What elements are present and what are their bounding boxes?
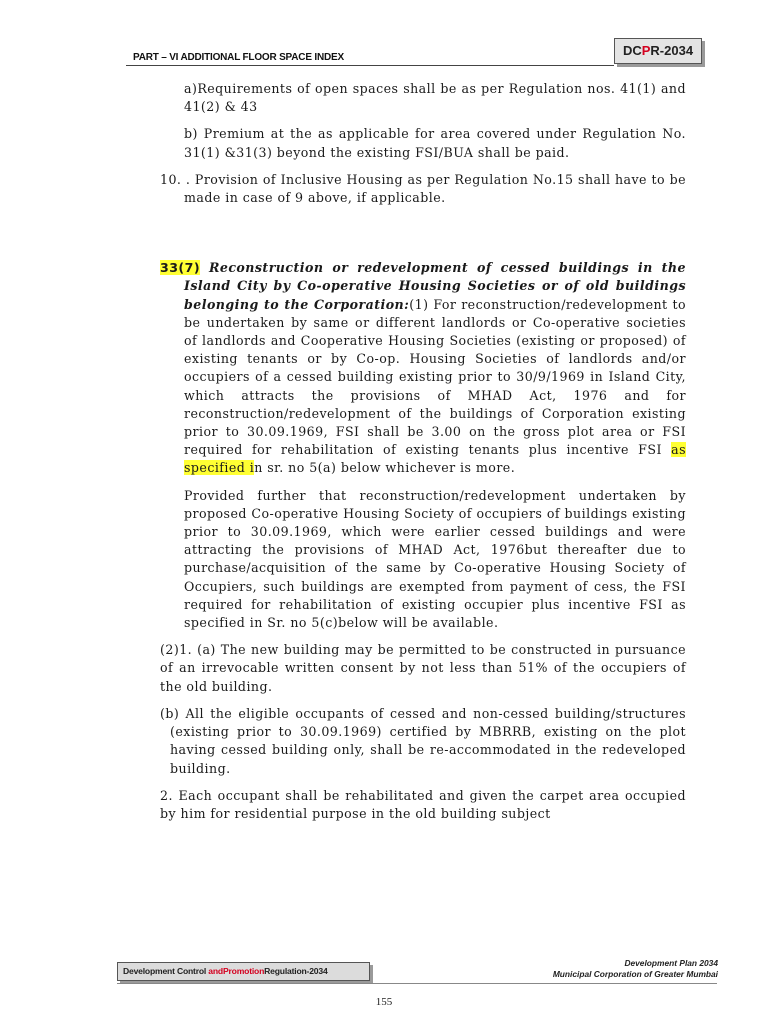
para-b: (b) All the eligible occupants of cessed and non-cessed building/structures (existing prior to 30.09.1969) certified by MBRRB, existing on the plot having cessed building only, shall be re-accommodated in the redeveloped building. — [160, 705, 686, 776]
section-text-1: (1) For reconstruction/redevelopment to be undertaken by same or different landlords or Co-operative societies of landlords and Cooperative Housing Societies (existing or proposed) of existing tenants or by Co-op. Housing Societies of landlords and/or occupiers of a cessed building existing prior to 30/9/1969 in Island City, which attracts the provisions of MHAD Act, 1976 and for reconstruction/redevelopment of the buildings of Corporation existing prior to 30.09.1969, FSI shall be 3.00 on the gross plot area or FSI required for rehabilitation of existing tenants plus incentive FSI — [184, 296, 686, 458]
section-text-2: n sr. no 5(a) below whichever is more. — [254, 460, 516, 476]
footer-right-line1: Development Plan 2034 — [624, 958, 718, 968]
footer-left-part3: Regulation-2034 — [264, 966, 328, 976]
footer-right-line2: Municipal Corporation of Greater Mumbai — [552, 969, 718, 979]
doc-code-suffix: R-2034 — [650, 43, 694, 58]
section-text-highlight: as specified i — [184, 442, 686, 476]
doc-code-highlight: P — [641, 43, 651, 58]
doc-code-prefix: DC — [622, 43, 642, 58]
footer-left-part2: andPromotion — [208, 966, 265, 976]
page-number: 155 — [375, 996, 393, 1008]
footer-rule — [117, 983, 717, 984]
section-33-7 — [160, 259, 686, 477]
section-number: 33(7) — [160, 260, 201, 276]
footer-regulation-badge — [117, 962, 370, 981]
header-rule — [126, 65, 614, 66]
doc-code-badge — [614, 38, 702, 64]
part-title: PART – VI ADDITIONAL FLOOR SPACE INDEX — [133, 52, 344, 63]
item-10: 10. . Provision of Inclusive Housing as per Regulation No.15 shall have to be made in case of 9 above, if applicable. — [160, 171, 686, 206]
para-2-1a: (2)1. (a) The new building may be permitted to be constructed in pursuance of an irrevocable written consent by not less than 51% of the occupiers of the old building. — [160, 642, 686, 694]
section-title: Reconstruction or redevelopment of cessed buildings in the Island City by Co-operative Housing Societies or of old buildings belonging to the Corporation: — [184, 260, 686, 312]
footer-right — [553, 958, 718, 980]
proviso: Provided further that reconstruction/redevelopment undertaken by proposed Co-operative Housing Society of occupiers of buildings existing prior to 30.09.1969, which were earlier cessed buildings and were attracting the provisions of MHAD Act, 1976but thereafter due to purchase/acquisition of the same by Co-operative Housing Society of Occupiers, such buildings are exempted from payment of cess, the FSI required for rehabilitation of existing occupier plus incentive FSI as specified in Sr. no 5(c)below will be available. — [184, 487, 686, 631]
footer-left-part1: Development Control — [123, 966, 209, 976]
item-b: b) Premium at the as applicable for area covered under Regulation No. 31(1) &31(3) beyond the existing FSI/BUA shall be paid. — [184, 126, 686, 160]
para-2: 2. Each occupant shall be rehabilitated and given the carpet area occupied by him for residential purpose in the old building subject — [160, 787, 686, 821]
item-a: a)Requirements of open spaces shall be as per Regulation nos. 41(1) and 41(2) & 43 — [184, 81, 686, 115]
page-body — [160, 80, 686, 823]
